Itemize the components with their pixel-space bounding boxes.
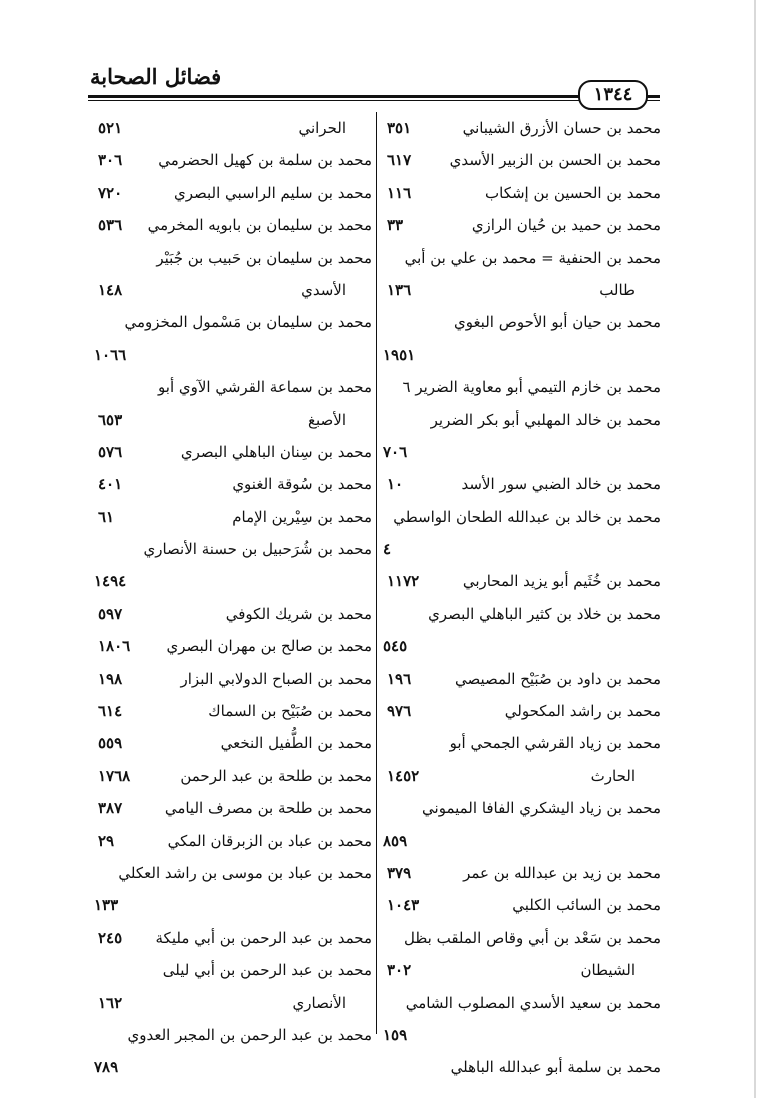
index-entry xyxy=(94,760,372,792)
entry-reference-number: ١٣٦ xyxy=(387,280,412,299)
index-entry xyxy=(94,922,372,954)
entry-name: محمد بن سليمان بن حَبيب بن جُبَيْر xyxy=(156,248,372,267)
index-entry xyxy=(94,339,372,371)
page-number-badge xyxy=(578,80,648,110)
index-entry xyxy=(383,274,661,306)
entry-reference-number: ١٣٣ xyxy=(94,896,119,915)
entry-reference-number: ١٥٩ xyxy=(383,1025,408,1044)
index-entry xyxy=(94,727,372,759)
index-entry xyxy=(383,792,661,824)
page-edge-shadow xyxy=(754,0,756,1098)
entry-reference-number: ٤٠١ xyxy=(98,475,123,494)
index-entry xyxy=(383,144,661,176)
entry-name: محمد بن السائب الكلبي xyxy=(512,896,661,915)
entry-reference-number: ٩٧٦ xyxy=(387,702,412,721)
index-entry xyxy=(94,792,372,824)
index-entry xyxy=(383,404,661,436)
entry-reference-number: ١٩٦ xyxy=(387,669,412,688)
entry-reference-number: ٣٣ xyxy=(387,216,404,235)
entry-name: الأصبغ xyxy=(308,410,346,429)
index-entry xyxy=(383,1019,661,1051)
entry-name: محمد بن عبد الرحمن بن أبي مليكة xyxy=(155,928,372,947)
entry-reference-number: ٥٣٦ xyxy=(98,216,123,235)
entry-name: محمد بن خازم التيمي أبو معاوية الضرير ٦ xyxy=(402,378,661,397)
index-entry xyxy=(383,857,661,889)
index-entry xyxy=(94,1019,372,1051)
index-entry xyxy=(383,954,661,986)
index-entry xyxy=(94,274,372,306)
index-entry xyxy=(383,825,661,857)
index-entry xyxy=(383,242,661,274)
entry-name: محمد بن سعيد الأسدي المصلوب الشامي xyxy=(405,993,661,1012)
index-entry xyxy=(383,987,661,1019)
entry-reference-number: ٥٤٥ xyxy=(383,637,408,656)
index-entry xyxy=(383,889,661,921)
entry-name: محمد بن سِنان الباهلي البصري xyxy=(180,442,372,461)
header-rule xyxy=(88,95,660,101)
entry-reference-number: ١٩٥١ xyxy=(383,345,416,364)
entry-reference-number: ١٠٦٦ xyxy=(94,345,127,364)
index-entry xyxy=(383,630,661,662)
index-entry xyxy=(94,825,372,857)
index-entry xyxy=(94,404,372,436)
entry-name: محمد بن خلاد بن كثير الباهلي البصري xyxy=(428,604,661,623)
entry-reference-number: ٦١ xyxy=(98,507,115,526)
index-entry xyxy=(383,565,661,597)
entry-reference-number: ١٠ xyxy=(387,475,404,494)
index-entry xyxy=(383,695,661,727)
entry-reference-number: ٣٥١ xyxy=(387,119,412,137)
index-entry xyxy=(94,242,372,274)
entry-reference-number: ١١٧٢ xyxy=(387,572,420,591)
column-divider xyxy=(376,112,377,1034)
entry-name: محمد بن سُوقة الغنوي xyxy=(232,475,372,494)
entry-name: محمد بن الحنفية = محمد بن علي بن أبي xyxy=(404,248,661,267)
entry-reference-number: ١٠٤٣ xyxy=(387,896,420,915)
index-entry xyxy=(383,112,661,144)
entry-name: طالب xyxy=(599,280,635,299)
entry-name: محمد بن حسان الأزرق الشيباني xyxy=(462,119,661,137)
entry-name: محمد بن زيد بن عبدالله بن عمر xyxy=(463,863,661,882)
entry-reference-number: ٧٨٩ xyxy=(94,1058,119,1077)
index-entry xyxy=(383,371,661,403)
entry-name: محمد بن خالد الضبي سور الأسد xyxy=(461,475,661,494)
index-entry xyxy=(383,663,661,695)
index-entry xyxy=(94,371,372,403)
index-entry xyxy=(94,468,372,500)
entry-reference-number: ٥٥٩ xyxy=(98,734,123,753)
index-entry xyxy=(94,630,372,662)
entry-name: محمد بن داود بن صُبَيْح المصيصي xyxy=(455,669,661,688)
index-column-left xyxy=(94,112,372,1084)
index-entry xyxy=(383,760,661,792)
entry-name: محمد بن الطُّفيل النخعي xyxy=(220,734,372,753)
index-entry xyxy=(94,695,372,727)
index-entry xyxy=(94,954,372,986)
entry-name: محمد بن خُثَيم أبو يزيد المحاربي xyxy=(462,572,661,591)
entry-name: محمد بن عبد الرحمن بن المجبر العدوي xyxy=(127,1025,372,1044)
entry-name: محمد بن صُبَيْح بن السماك xyxy=(208,702,372,721)
entry-reference-number: ٧٠٦ xyxy=(383,442,408,461)
index-entry xyxy=(94,209,372,241)
entry-reference-number: ٨٥٩ xyxy=(383,831,408,850)
entry-name: محمد بن سليمان بن بابويه المخرمي xyxy=(147,216,372,235)
index-entry xyxy=(383,306,661,338)
entry-reference-number: ٢٤٥ xyxy=(98,928,123,947)
page-header xyxy=(88,58,660,105)
entry-name: محمد بن سَعْد بن أبي وقاص الملقب بظل xyxy=(404,928,661,947)
index-entry xyxy=(383,1051,661,1083)
entry-reference-number: ١٨٠٦ xyxy=(98,637,131,656)
entry-name: محمد بن الحسن بن الزبير الأسدي xyxy=(449,151,661,170)
entry-name: الحراني xyxy=(298,119,346,137)
entry-name: محمد بن عباد بن الزبرقان المكي xyxy=(167,831,372,850)
index-entry xyxy=(383,209,661,241)
entry-name: الشيطان xyxy=(580,961,635,980)
index-entry xyxy=(94,112,372,144)
entry-reference-number: ١١٦ xyxy=(387,183,412,202)
entry-reference-number: ١٦٢ xyxy=(98,993,123,1012)
index-entry xyxy=(383,177,661,209)
entry-name: محمد بن سليم الراسبي البصري xyxy=(173,183,372,202)
entry-reference-number: ١٤٥٢ xyxy=(387,766,420,785)
entry-name: محمد بن زياد اليشكري الفافا الميموني xyxy=(422,799,661,818)
entry-name: الحارث xyxy=(590,766,635,785)
entry-name: محمد بن عبد الرحمن بن أبي ليلى xyxy=(162,961,372,980)
index-entry xyxy=(94,598,372,630)
entry-reference-number: ٥٧٦ xyxy=(98,442,123,461)
entry-reference-number: ٣٨٧ xyxy=(98,799,123,818)
entry-name: محمد بن حميد بن حُيان الرازي xyxy=(471,216,661,235)
index-entry xyxy=(383,468,661,500)
index-entry xyxy=(94,501,372,533)
entry-name: محمد بن طلحة بن مصرف اليامي xyxy=(164,799,372,818)
entry-reference-number: ١٤٩٤ xyxy=(94,572,127,591)
entry-reference-number: ٦٥٣ xyxy=(98,410,123,429)
index-entry xyxy=(94,889,372,921)
index-column-right xyxy=(383,112,661,1084)
index-entry xyxy=(94,533,372,565)
index-entry xyxy=(383,533,661,565)
page-number: ١٣٤٤ xyxy=(593,84,633,105)
entry-reference-number: ٢٩ xyxy=(98,831,115,850)
entry-reference-number: ٥٩٧ xyxy=(98,604,123,623)
entry-reference-number: ٣٧٩ xyxy=(387,863,412,882)
entry-name: محمد بن صالح بن مهران البصري xyxy=(166,637,372,656)
entry-reference-number: ١٩٨ xyxy=(98,669,123,688)
running-title: فضائل الصحابة xyxy=(90,64,222,89)
entry-name: محمد بن خالد المهلبي أبو بكر الضرير xyxy=(430,410,661,429)
index-entry xyxy=(94,144,372,176)
entry-reference-number: ٥٢١ xyxy=(98,119,123,137)
entry-reference-number: ٦١٤ xyxy=(98,702,123,721)
index-entry xyxy=(94,436,372,468)
entry-name: محمد بن شُرَحبيل بن حسنة الأنصاري xyxy=(143,540,372,559)
entry-name: محمد بن عباد بن موسى بن راشد العكلي xyxy=(118,863,372,882)
index-entry xyxy=(94,306,372,338)
entry-name: محمد بن سليمان بن مَسْمول المخزومي xyxy=(124,313,372,332)
index-entry xyxy=(94,177,372,209)
index-entry xyxy=(383,727,661,759)
index-entry xyxy=(94,565,372,597)
entry-name: محمد بن سِيْرين الإمام xyxy=(232,507,372,526)
index-entry xyxy=(94,987,372,1019)
entry-name: محمد بن راشد المكحولي xyxy=(504,702,661,721)
entry-reference-number: ٦١٧ xyxy=(387,151,412,170)
index-entry xyxy=(383,501,661,533)
entry-name: الأنصاري xyxy=(292,993,346,1012)
entry-name: محمد بن طلحة بن عبد الرحمن xyxy=(180,766,372,785)
index-entry xyxy=(94,663,372,695)
entry-name: محمد بن سماعة القرشي الآوي أبو xyxy=(158,378,372,397)
entry-name: محمد بن زياد القرشي الجمحي أبو xyxy=(449,734,661,753)
entry-reference-number: ٤ xyxy=(383,540,392,559)
index-entry xyxy=(383,436,661,468)
entry-name: محمد بن خالد بن عبدالله الطحان الواسطي xyxy=(393,507,661,526)
entry-name: محمد بن الحسين بن إشكاب xyxy=(485,183,661,202)
entry-name: محمد بن شريك الكوفي xyxy=(225,604,372,623)
index-entry xyxy=(383,339,661,371)
entry-name: محمد بن حيان أبو الأحوص البغوي xyxy=(453,313,661,332)
index-entry xyxy=(383,922,661,954)
index-entry xyxy=(383,598,661,630)
index-entry xyxy=(94,1051,372,1083)
entry-name: محمد بن سلمة أبو عبدالله الباهلي xyxy=(450,1058,661,1077)
entry-reference-number: ٣٠٢ xyxy=(387,961,412,980)
entry-reference-number: ١٤٨ xyxy=(98,280,123,299)
index-entry xyxy=(94,857,372,889)
entry-reference-number: ٣٠٦ xyxy=(98,151,123,170)
entry-name: محمد بن سلمة بن كهيل الحضرمي xyxy=(158,151,372,170)
entry-reference-number: ٧٢٠ xyxy=(98,183,123,202)
entry-name: محمد بن الصباح الدولابي البزار xyxy=(180,669,372,688)
entry-reference-number: ١٧٦٨ xyxy=(98,766,131,785)
entry-name: الأسدي xyxy=(301,280,346,299)
